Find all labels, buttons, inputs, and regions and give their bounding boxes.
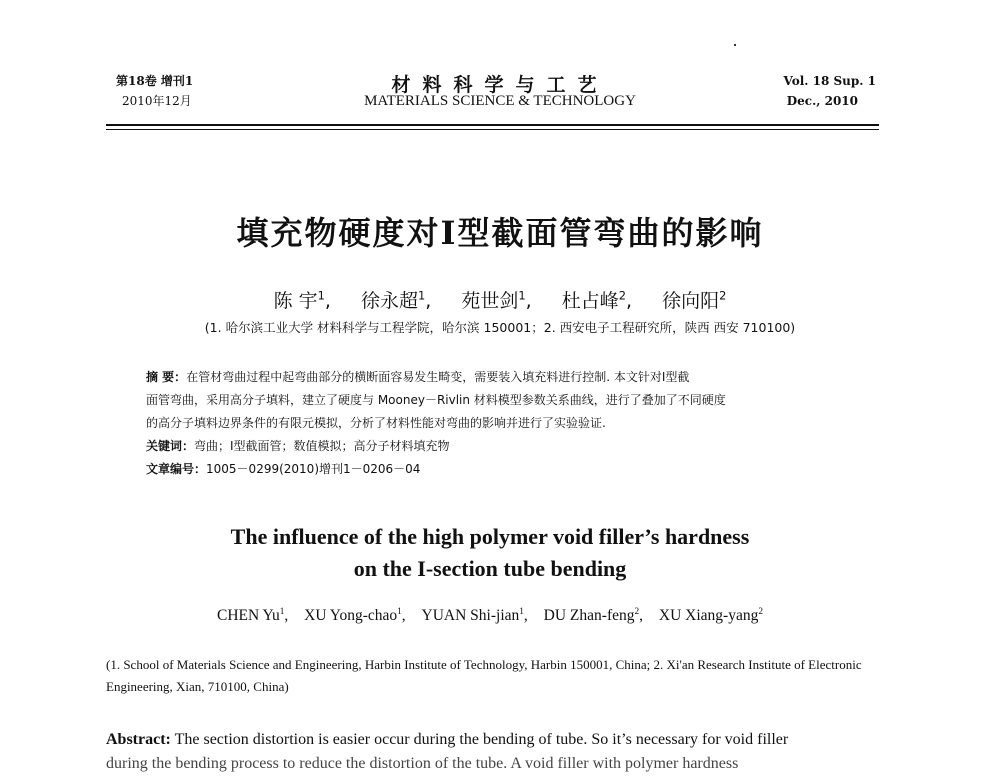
- article-number: 1005－0299(2010)增刊1－0206－04: [206, 462, 421, 476]
- scan-speck: [734, 44, 736, 46]
- author-en: XU Xiang-yang$^2$: [658, 606, 763, 624]
- author-en: CHEN Yu$^1$,: [216, 606, 289, 624]
- issue-date-en: Dec., 2010: [786, 94, 858, 108]
- keywords-label: 关键词：: [146, 439, 195, 453]
- author-cn: 徐永超$^1$,: [361, 288, 432, 312]
- paper-title-cn: 填充物硬度对I型截面管弯曲的影响: [236, 214, 764, 252]
- author-cn: 杜占峰$^2$,: [561, 288, 633, 312]
- publication-date: 2010年12月: [122, 94, 192, 108]
- abstract-cn: [146, 366, 866, 481]
- author-list-cn: [100, 286, 900, 313]
- author-cn: 徐向阳$^2$: [662, 288, 727, 312]
- abstract-cn-line: 面管弯曲，采用高分子填料，建立了硬度与 Mooney－Rivlin 材料模型参数关系曲线，进行了叠加了不同硬度: [146, 393, 726, 407]
- author-en: YUAN Shi-jian$^1$,: [421, 606, 528, 624]
- abstract-en-line: The section distortion is easier occur during the bending of tube. So it’s necessary for void filler: [174, 731, 789, 748]
- header-rule-thin: [106, 129, 879, 130]
- author-list-en: [100, 607, 880, 625]
- abstract-cn-line: 的高分子填料边界条件的有限元模拟，分析了材料性能对弯曲的影响并进行了实验验证.: [146, 416, 606, 430]
- abstract-cn-label: 摘 要：: [146, 370, 187, 384]
- volume-sup: Vol. 18 Sup. 1: [783, 74, 876, 88]
- keywords-text: 弯曲；I型截面管；数值模拟；高分子材料填充物: [194, 439, 450, 453]
- header-rule-thick: [106, 124, 879, 126]
- abstract-en: [106, 728, 879, 752]
- author-en: DU Zhan-feng$^2$,: [543, 606, 644, 624]
- author-cn: 陈 宇$^1$,: [273, 288, 331, 312]
- author-en: XU Yong-chao$^1$,: [304, 606, 406, 624]
- journal-title-en: MATERIALS SCIENCE & TECHNOLOGY: [364, 93, 636, 109]
- abstract-cn-line: 在管材弯曲过程中起弯曲部分的横断面容易发生畸变，需要装入填充料进行控制. 本文针对I型截: [186, 370, 690, 384]
- affiliation-cn: (1. 哈尔滨工业大学 材料科学与工程学院，哈尔滨 150001；2. 西安电子工程研究所，陕西 西安 710100): [204, 320, 796, 335]
- abstract-en-label: Abstract:: [106, 731, 171, 748]
- author-cn: 苑世剑$^1$,: [461, 288, 532, 312]
- paper-title-en: The influence of the high polymer void filler’s hardness on the I-section tube bending: [230, 524, 750, 581]
- affiliation-en: (1. School of Materials Science and Engineering, Harbin Institute of Technology, Harbin 150001, China; 2. Xi'an Research Institute of Electronic Engineering, Xian, 710100, China): [106, 657, 862, 694]
- volume-issue: 第18卷 增刊1: [116, 74, 194, 88]
- abstract-en-line-cut: during the bending process to reduce the distortion of the tube. A void filler with polymer hardness: [106, 755, 739, 772]
- article-number-label: 文章编号：: [146, 462, 207, 476]
- journal-title-cn: 材料科学与工艺: [391, 74, 609, 96]
